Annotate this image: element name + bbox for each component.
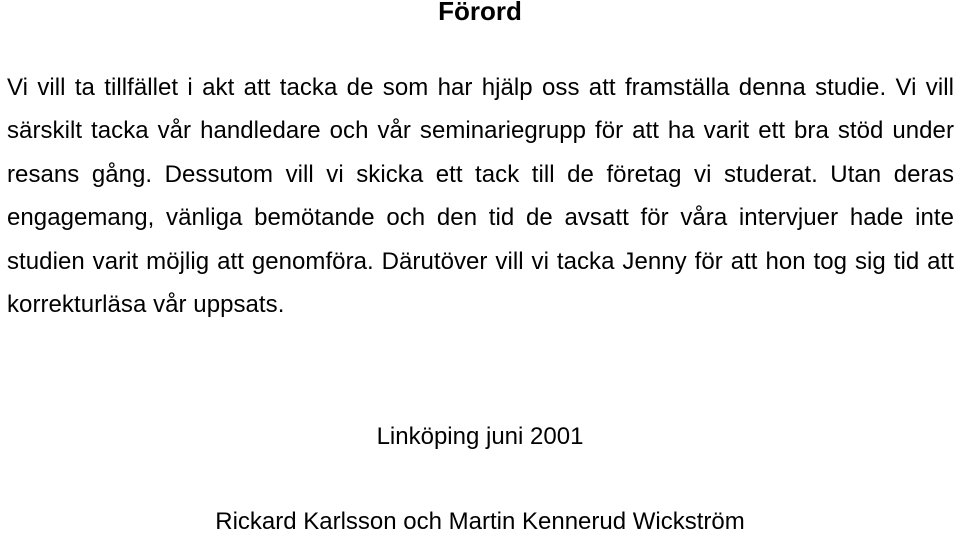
body-paragraph: Vi vill ta tillfället i akt att tacka de som har hjälp oss att framställa denna studie. Vi vill särskilt tacka vår handledare och vår seminariegrupp för att ha varit ett bra stöd under resans gång. Dessutom vill vi skicka ett tack till de företag vi studerat. Utan deras engagemang, vänliga bemötande och den tid de avsatt för våra intervjuer hade inte studien varit möjlig att genomföra. Därutöver vill vi tacka Jenny för att hon tog sig tid att korrekturläsa vår uppsats. xyxy=(7,74,954,319)
document-title: Förord xyxy=(438,0,522,26)
authors: Rickard Karlsson och Martin Kennerud Wickström xyxy=(215,508,745,535)
place-date: Linköping juni 2001 xyxy=(376,423,584,450)
